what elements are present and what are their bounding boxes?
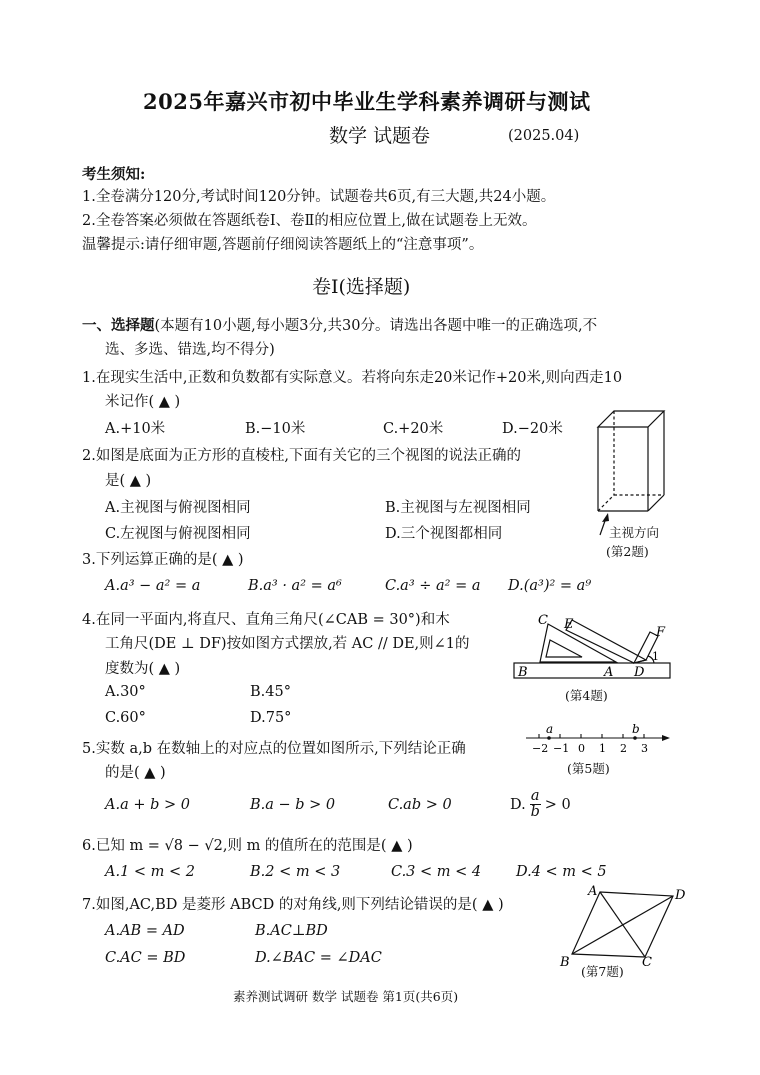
part1-line1 (82, 314, 597, 335)
part1-heading: 一、选择题 (82, 317, 155, 334)
q5-number-line (522, 722, 672, 758)
q6-option-c: C.3 < m < 4 (391, 864, 482, 880)
tick-label: 3 (641, 742, 648, 755)
q6-option-d: D.4 < m < 5 (516, 864, 607, 880)
q4-option-a: A.30° (105, 684, 146, 700)
q4-option-b: B.45° (250, 684, 291, 700)
ruler (514, 663, 670, 678)
section-title: 卷Ⅰ(选择题) (312, 276, 411, 298)
q4-label-b: B (518, 665, 528, 680)
q1-option-c: C.+20米 (383, 421, 444, 437)
q2-caption: (第2题) (606, 544, 649, 559)
q4-option-d: D.75° (250, 710, 292, 726)
q3-option-b: B.a³ · a² = a⁶ (248, 578, 342, 594)
tick-label: 0 (578, 742, 585, 755)
view-direction-arrowhead (602, 513, 609, 522)
prism-hidden-edge (598, 495, 614, 511)
q4-line3: 度数为( ▲ ) (105, 661, 181, 677)
q2-prism-figure (590, 405, 680, 540)
q5-fraction-den: b (530, 804, 540, 821)
q3-option-c: C.a³ ÷ a² = a (385, 578, 481, 594)
q4-option-c: C.60° (105, 710, 146, 726)
q5-option-d-prefix: D. (510, 796, 526, 813)
q5-option-b: B.a − b > 0 (250, 797, 336, 813)
q3-line1: 3.下列运算正确的是( ▲ ) (82, 552, 244, 568)
q5-caption: (第5题) (567, 761, 610, 776)
q7-option-b: B.AC⊥BD (255, 923, 328, 939)
notice-heading: 考生须知: (82, 166, 146, 183)
tick-label: −2 (532, 742, 549, 755)
q4-ruler-figure (508, 612, 676, 684)
exam-date: (2025.04) (508, 128, 580, 144)
axis-arrowhead (662, 735, 670, 741)
q6-option-b: B.2 < m < 3 (250, 864, 341, 880)
q4-caption: (第4题) (565, 688, 608, 703)
q2-line2: 是( ▲ ) (105, 473, 152, 489)
set-square-inner (546, 640, 582, 657)
point-b-label: b (632, 722, 640, 736)
part1-line2: 选、多选、错选,均不得分) (105, 342, 275, 358)
q2-option-b: B.主视图与左视图相同 (385, 500, 531, 516)
q5-fraction-num: a (530, 788, 540, 804)
q7-line1: 7.如图,AC,BD 是菱形 ABCD 的对角线,则下列结论错误的是( ▲ ) (82, 897, 504, 913)
q4-line1: 4.在同一平面内,将直尺、直角三角尺(∠CAB = 30°)和木 (82, 612, 450, 628)
q4-label-a: A (604, 665, 614, 680)
q6-line1: 6.已知 m = √8 − √2,则 m 的值所在的范围是( ▲ ) (82, 838, 413, 854)
q1-line1: 1.在现实生活中,正数和负数都有实际意义。若将向东走20米记作+20米,则向西走10 (82, 370, 623, 386)
q2-option-c: C.左视图与俯视图相同 (105, 526, 251, 542)
notice-item-1: 1.全卷满分120分,考试时间120分钟。试题卷共6页,有三大题,共24小题。 (82, 189, 556, 205)
q4-label-e: E (564, 617, 574, 632)
part1-desc: (本题有10小题,每小题3分,共30分。请选出各题中唯一的正确选项,不 (154, 318, 598, 334)
q1-option-d: D.−20米 (502, 421, 563, 437)
q4-label-f: F (656, 625, 666, 640)
point-b (633, 736, 637, 740)
q5-line2: 的是( ▲ ) (105, 765, 166, 781)
point-a (547, 736, 551, 740)
q5-option-d (510, 789, 571, 820)
q7-label-b: B (560, 955, 570, 967)
q6-option-a: A.1 < m < 2 (105, 864, 196, 880)
notice-item-2: 2.全卷答案必须做在答题纸卷Ⅰ、卷Ⅱ的相应位置上,做在试题卷上无效。 (82, 213, 537, 229)
q2-line1: 2.如图是底面为正方形的直棱柱,下面有关它的三个视图的说法正确的 (82, 448, 521, 464)
q1-option-b: B.−10米 (245, 421, 306, 437)
prism-top-face (598, 411, 664, 427)
q5-option-d-tail: > 0 (544, 796, 571, 813)
page-title: 2025年嘉兴市初中毕业生学科素养调研与测试 (143, 89, 591, 114)
q1-line2: 米记作( ▲ ) (105, 394, 181, 410)
q4-label-d: D (634, 665, 645, 680)
tick-label: −1 (553, 742, 570, 755)
notice-tip: 温馨提示:请仔细审题,答题前仔细阅读答题纸上的“注意事项”。 (82, 237, 484, 253)
q2-option-a: A.主视图与俯视图相同 (105, 500, 251, 516)
q4-label-c: C (538, 613, 548, 628)
q5-option-d-fraction (530, 789, 541, 820)
tick-label: 1 (599, 742, 606, 755)
page-subtitle: 数学 试题卷 (329, 125, 431, 147)
page-footer: 素养测试调研 数学 试题卷 第1页(共6页) (233, 989, 459, 1004)
q7-caption: (第7题) (581, 964, 624, 979)
set-square (540, 624, 616, 662)
q7-option-a: A.AB = AD (105, 923, 185, 939)
q7-option-d: D.∠BAC = ∠DAC (255, 950, 382, 966)
prism-edge (648, 495, 664, 511)
q7-rhombus-figure (555, 882, 690, 967)
q3-option-a: A.a³ − a² = a (105, 578, 201, 594)
tick-label: 2 (620, 742, 627, 755)
q3-option-d: D.(a³)² = a⁹ (508, 578, 592, 594)
q2-option-d: D.三个视图都相同 (385, 526, 503, 542)
q4-line2: 工角尺(DE ⊥ DF)按如图方式摆放,若 AC // DE,则∠1的 (105, 636, 470, 652)
q5-option-c: C.ab > 0 (388, 797, 452, 813)
q5-line1: 5.实数 a,b 在数轴上的对应点的位置如图所示,下列结论正确 (82, 741, 466, 757)
q7-label-d: D (675, 888, 686, 903)
point-a-label: a (546, 722, 554, 736)
q7-label-a: A (588, 884, 598, 899)
q1-option-a: A.+10米 (105, 421, 166, 437)
diagonal-bd (572, 896, 673, 954)
q2-figure-label: 主视方向 (609, 525, 660, 540)
q5-option-a: A.a + b > 0 (105, 797, 190, 813)
q7-label-c: C (642, 955, 652, 967)
q4-label-1: 1 (652, 650, 659, 663)
q7-option-c: C.AC = BD (105, 950, 186, 966)
